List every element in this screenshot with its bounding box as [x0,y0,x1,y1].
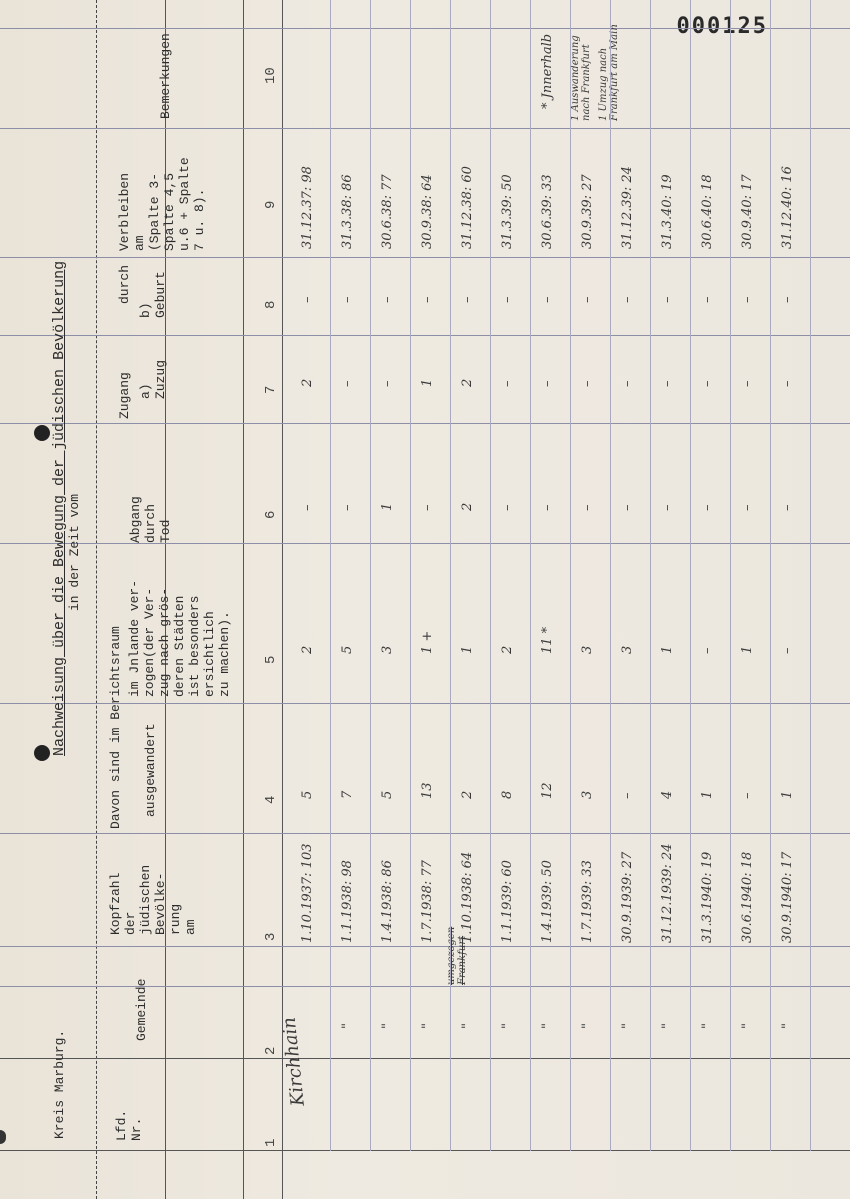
row-separator [570,0,571,1151]
cell-ausgewandert: 4 [660,790,675,799]
column-number: 4 [263,795,279,804]
cell-geburt: – [500,296,515,303]
cell-tod: – [540,504,555,511]
cell-kopfzahl: 1.1.1938: 98 [340,860,355,943]
header-zugang: Zugang [117,372,132,419]
cell-kopfzahl: 31.3.1940: 19 [700,851,715,943]
cell-verbleiben: 31.12.39: 24 [620,166,635,249]
cell-verzogen: 3 [380,645,395,654]
cell-tod: – [660,504,675,511]
cell-tod: 2 [460,502,475,511]
header-kopfzahl: Kopfzahl der jüdischen Bevölke- rung am [108,864,198,935]
cell-zuzug: – [620,380,635,387]
cell-verbleiben: 30.6.39: 33 [540,174,555,249]
row-separator [730,0,731,1151]
column-number: 5 [263,655,279,664]
row-separator [770,0,771,1151]
row-separator [490,0,491,1151]
cell-kopfzahl: 30.9.1940: 17 [780,851,795,943]
row-separator [370,0,371,1151]
cell-zuzug: 2 [460,378,475,387]
cell-zuzug: – [500,380,515,387]
cell-verzogen: 2 [300,645,315,654]
cell-kopfzahl: 30.6.1940: 18 [740,851,755,943]
column-number: 6 [263,510,279,519]
cell-ausgewandert: 1 [700,790,715,799]
cell-kopfzahl: 1.4.1939: 50 [540,860,555,943]
cell-tod: – [300,504,315,511]
document-subtitle: in der Zeit vom [67,493,82,611]
cell-geburt: – [780,296,795,303]
header-abgang: Abgang durch Tod [128,496,173,543]
header-verbleiben: Verbleiben am (Spalte 3- Spalte 4,5 u.6 + Spalte 7 u. 8). [117,157,207,251]
cell-geburt: – [340,296,355,303]
cell-geburt: – [700,296,715,303]
cell-gemeinde: " [460,1023,475,1029]
cell-verbleiben: 31.3.39: 50 [500,174,515,249]
cell-tod: – [620,504,635,511]
header-verzogen: im Jnlande ver- zogen(der Ver- zug nach grös- deren Städten ist besonders ersichtlich zu machen). [127,579,232,697]
cell-kopfzahl: 1.4.1938: 86 [380,860,395,943]
cell-verzogen: 1 + [420,630,435,654]
cell-zuzug: – [380,380,395,387]
cell-zuzug: 2 [300,378,315,387]
cell-ausgewandert: 2 [460,790,475,799]
column-number: 2 [263,1046,279,1055]
cell-kopfzahl: 1.10.1938: 64 [460,851,475,943]
crossed-note: umgezogen Frankfurt [446,926,468,985]
cell-verzogen: 3 [580,645,595,654]
cell-verbleiben: 30.9.38: 64 [420,174,435,249]
cell-zuzug: – [340,380,355,387]
column-number: 8 [263,300,279,309]
cell-kopfzahl: 31.12.1939: 24 [660,843,675,943]
row-separator [810,0,811,1151]
cell-ausgewandert: – [620,792,635,799]
cell-kopfzahl: 1.10.1937: 103 [300,843,315,943]
row-separator [530,0,531,1151]
cell-verzogen: 11 * [540,626,555,654]
cell-gemeinde: " [620,1023,635,1029]
cell-tod: – [780,504,795,511]
cell-geburt: – [540,296,555,303]
document-title: Nachweisung über die Bewegung der jüdischen Bevölkerung [51,260,68,756]
row-separator [690,0,691,1151]
cell-verzogen: 2 [500,645,515,654]
cell-zuzug: – [540,380,555,387]
cell-tod: 1 [380,502,395,511]
cell-tod: – [340,504,355,511]
district-label: Kreis Marburg. [52,1029,67,1139]
cell-geburt: – [660,296,675,303]
cell-zuzug: – [740,380,755,387]
cell-verzogen: – [700,647,715,654]
column-number: 10 [263,67,279,84]
cell-zuzug: – [700,380,715,387]
cell-gemeinde: " [580,1023,595,1029]
header-davon: Davon sind im Berichtsraum [108,626,123,829]
cell-ausgewandert: – [740,792,755,799]
archive-number: 000125 [676,14,768,39]
remark: * Jnnerhalb [540,33,555,109]
cell-verbleiben: 30.9.39: 27 [580,174,595,249]
cell-gemeinde: " [380,1023,395,1029]
cell-gemeinde: " [540,1023,555,1029]
column-number: 7 [263,385,279,394]
cell-kopfzahl: 1.7.1938: 77 [420,860,435,943]
cell-kopfzahl: 1.7.1939: 33 [580,860,595,943]
cell-verzogen: 1 [460,645,475,654]
cell-ausgewandert: 1 [780,790,795,799]
cell-tod: – [580,504,595,511]
gemeinde-name: Kirchhain [278,1016,309,1107]
cell-verbleiben: 31.12.38: 60 [460,166,475,249]
column-number: 3 [263,932,279,941]
header-zugang-durch: durch [117,264,132,304]
cell-tod: – [420,504,435,511]
cell-verbleiben: 30.6.38: 77 [380,174,395,249]
cell-verzogen: 1 [740,645,755,654]
cell-gemeinde: " [740,1023,755,1029]
cell-tod: – [500,504,515,511]
cell-zuzug: – [660,380,675,387]
cell-gemeinde: " [420,1023,435,1029]
cell-verbleiben: 30.9.40: 17 [740,174,755,249]
cell-verzogen: 5 [340,645,355,654]
cell-zuzug: – [780,380,795,387]
cell-verbleiben: 31.12.40: 16 [780,166,795,249]
cell-geburt: – [740,296,755,303]
cell-ausgewandert: 7 [340,790,355,799]
header-zuzug: a) Zuzug [138,359,168,399]
cell-ausgewandert: 12 [540,782,555,799]
cell-zuzug: 1 [420,378,435,387]
cell-ausgewandert: 5 [380,790,395,799]
cell-verzogen: – [780,647,795,654]
cell-kopfzahl: 30.9.1939: 27 [620,851,635,943]
cell-tod: – [740,504,755,511]
cell-ausgewandert: 3 [580,790,595,799]
cell-gemeinde: " [500,1023,515,1029]
column-number: 9 [263,200,279,209]
row-separator [650,0,651,1151]
cell-ausgewandert: 8 [500,790,515,799]
header-bemerkungen: Bemerkungen [158,33,173,119]
cell-ausgewandert: 5 [300,790,315,799]
cell-geburt: – [460,296,475,303]
cell-kopfzahl: 1.1.1939: 60 [500,860,515,943]
cell-geburt: – [380,296,395,303]
row-separator [330,0,331,1151]
cell-verzogen: 3 [620,645,635,654]
cell-gemeinde: " [340,1023,355,1029]
cell-verzogen: 1 [660,645,675,654]
cell-tod: – [700,504,715,511]
cell-verbleiben: 31.3.38: 86 [340,174,355,249]
cell-geburt: – [620,296,635,303]
header-ausgewandert: ausgewandert [143,723,158,817]
cell-geburt: – [300,296,315,303]
header-lfd-nr: Lfd. Nr. [114,1109,144,1141]
cell-gemeinde: " [660,1023,675,1029]
cell-ausgewandert: 13 [420,782,435,799]
column-number: 1 [263,1138,279,1147]
cell-verbleiben: 30.6.40: 18 [700,174,715,249]
header-gemeinde: Gemeinde [134,978,149,1041]
cell-geburt: – [580,296,595,303]
cell-gemeinde: " [700,1023,715,1029]
cell-geburt: – [420,296,435,303]
row-separator [450,0,451,1151]
remark: 1 Umzug nach Frankfurt am Main [598,24,620,121]
header-geburt: b) Geburt [138,271,168,318]
cell-verbleiben: 31.12.37: 98 [300,166,315,249]
cell-verbleiben: 31.3.40: 19 [660,174,675,249]
row-separator [410,0,411,1151]
cell-zuzug: – [580,380,595,387]
row-separator [610,0,611,1151]
remark: 1 Auswanderung nach Frankfurt [570,35,592,121]
cell-gemeinde: " [780,1023,795,1029]
